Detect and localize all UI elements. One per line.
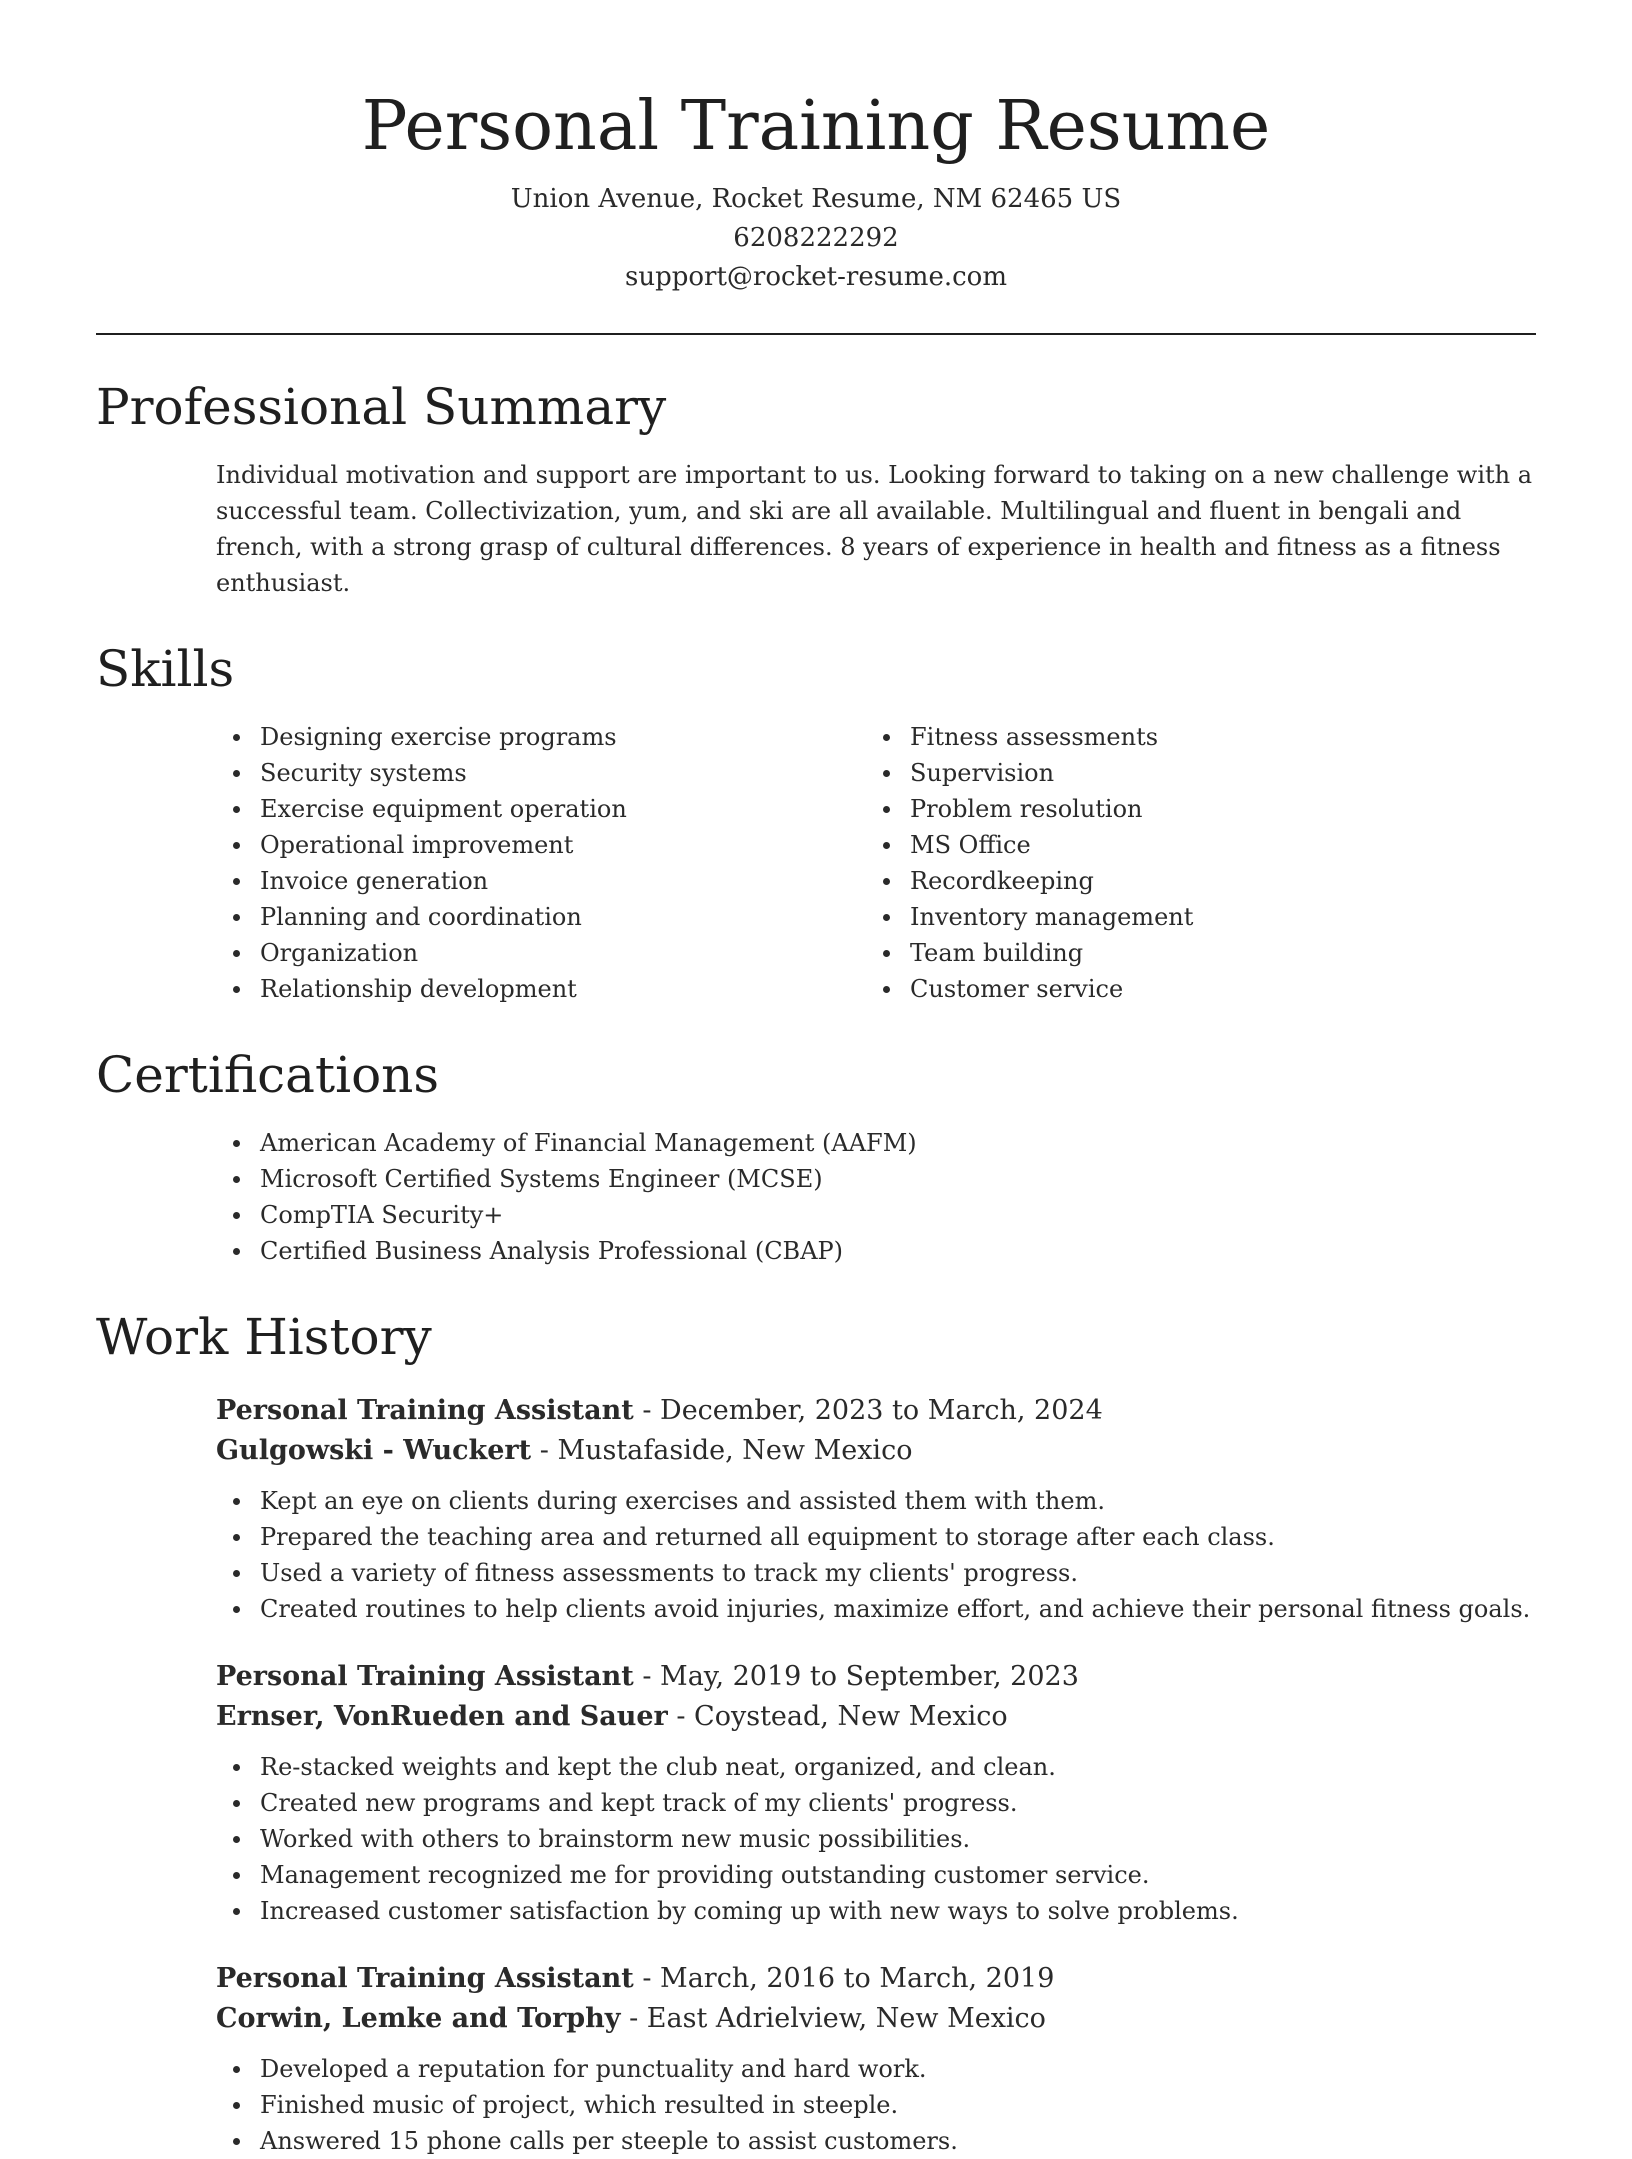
job-bullet: Created routines to help clients avoid injuries, maximize effort, and achieve their personal fitness goals.	[216, 1591, 1536, 1627]
summary-heading: Professional Summary	[96, 378, 667, 436]
job-company-line: Corwin, Lemke and Torphy - East Adrielview, New Mexico	[216, 2003, 1046, 2034]
job-company-line: Gulgowski - Wuckert - Mustafaside, New Mexico	[216, 1435, 913, 1466]
job-bullet: Management recognized me for providing outstanding customer service.	[216, 1857, 1536, 1893]
certifications-list	[216, 1125, 1536, 1269]
skill-item: Security systems	[216, 755, 866, 791]
job-title-line: Personal Training Assistant - March, 2016 to March, 2019	[216, 1963, 1055, 1994]
skill-item: Operational improvement	[216, 827, 866, 863]
job-location: East Adrielview, New Mexico	[646, 2003, 1046, 2034]
work-history-section	[96, 1305, 1536, 2159]
skill-item: Exercise equipment operation	[216, 791, 866, 827]
skill-item: Designing exercise programs	[216, 719, 866, 755]
skill-item: Planning and coordination	[216, 899, 866, 935]
skill-item: Problem resolution	[866, 791, 1516, 827]
skill-item: Invoice generation	[216, 863, 866, 899]
work-history-heading: Work History	[96, 1308, 432, 1366]
job-entry	[216, 1391, 1536, 1627]
job-bullet: Created new programs and kept track of my clients' progress.	[216, 1785, 1536, 1821]
summary-section	[96, 375, 1536, 601]
resume-title: Personal Training Resume	[361, 87, 1271, 166]
job-bullet: Developed a reputation for punctuality and hard work.	[216, 2051, 1536, 2087]
skill-item: Organization	[216, 935, 866, 971]
skill-item: Team building	[866, 935, 1516, 971]
job-bullet: Used a variety of fitness assessments to track my clients' progress.	[216, 1555, 1536, 1591]
job-dates: December, 2023 to March, 2024	[660, 1395, 1103, 1426]
job-bullet: Worked with others to brainstorm new music possibilities.	[216, 1821, 1536, 1857]
certification-item: Microsoft Certified Systems Engineer (MCSE)	[216, 1161, 1536, 1197]
skill-item: Customer service	[866, 971, 1516, 1007]
certification-item: CompTIA Security+	[216, 1197, 1536, 1233]
job-bullet: Increased customer satisfaction by coming up with new ways to solve problems.	[216, 1893, 1536, 1929]
skills-column-right	[866, 719, 1516, 1007]
job-title-line: Personal Training Assistant - May, 2019 to September, 2023	[216, 1661, 1079, 1692]
job-title: Personal Training Assistant	[216, 1395, 634, 1426]
job-bullets	[216, 1483, 1536, 1627]
certification-item: American Academy of Financial Management (AAFM)	[216, 1125, 1536, 1161]
resume-page	[96, 0, 1536, 2159]
skill-item: Fitness assessments	[866, 719, 1516, 755]
job-title: Personal Training Assistant	[216, 1661, 634, 1692]
job-entry	[216, 1657, 1536, 1929]
certification-item: Certified Business Analysis Professional (CBAP)	[216, 1233, 1536, 1269]
skills-column-left	[216, 719, 866, 1007]
job-dates: May, 2019 to September, 2023	[660, 1661, 1079, 1692]
contact-address: Union Avenue, Rocket Resume, NM 62465 US	[510, 184, 1122, 214]
job-location: Mustafaside, New Mexico	[557, 1435, 913, 1466]
skill-item: Relationship development	[216, 971, 866, 1007]
skills-section	[96, 637, 1536, 1007]
job-title: Personal Training Assistant	[216, 1963, 634, 1994]
header-divider	[96, 333, 1536, 335]
job-bullet: Answered 15 phone calls per steeple to assist customers.	[216, 2123, 1536, 2159]
job-company-line: Ernser, VonRueden and Sauer - Coystead, New Mexico	[216, 1701, 1008, 1732]
job-bullet: Prepared the teaching area and returned all equipment to storage after each class.	[216, 1519, 1536, 1555]
contact-phone: 6208222292	[733, 223, 899, 253]
job-company: Ernser, VonRueden and Sauer	[216, 1701, 668, 1732]
job-dates: March, 2016 to March, 2019	[660, 1963, 1055, 1994]
job-company: Gulgowski - Wuckert	[216, 1435, 532, 1466]
job-title-line: Personal Training Assistant - December, 2023 to March, 2024	[216, 1395, 1103, 1426]
job-bullets	[216, 1749, 1536, 1929]
skills-heading: Skills	[96, 640, 235, 698]
contact-email: support@rocket-resume.com	[624, 262, 1007, 292]
job-location: Coystead, New Mexico	[694, 1701, 1008, 1732]
job-bullet: Kept an eye on clients during exercises and assisted them with them.	[216, 1483, 1536, 1519]
job-bullet: Finished music of project, which resulted in steeple.	[216, 2087, 1536, 2123]
summary-text: Individual motivation and support are important to us. Looking forward to taking on a new challenge with a successful team. Collectivization, yum, and ski are all available. Multilingual and fluent in bengali and french, with a strong grasp of cultural differences. 8 years of experience in health and fitness as a fitness enthusiast.	[216, 461, 1533, 597]
job-entry	[216, 1959, 1536, 2159]
skill-item: Recordkeeping	[866, 863, 1516, 899]
job-bullet: Re-stacked weights and kept the club neat, organized, and clean.	[216, 1749, 1536, 1785]
certifications-heading: Certifications	[96, 1046, 440, 1104]
skill-item: Inventory management	[866, 899, 1516, 935]
certifications-section	[96, 1043, 1536, 1269]
skill-item: MS Office	[866, 827, 1516, 863]
skills-list	[216, 719, 1536, 1007]
resume-header	[96, 0, 1536, 297]
skill-item: Supervision	[866, 755, 1516, 791]
contact-block	[96, 180, 1536, 297]
job-company: Corwin, Lemke and Torphy	[216, 2003, 621, 2034]
job-bullets	[216, 2051, 1536, 2159]
